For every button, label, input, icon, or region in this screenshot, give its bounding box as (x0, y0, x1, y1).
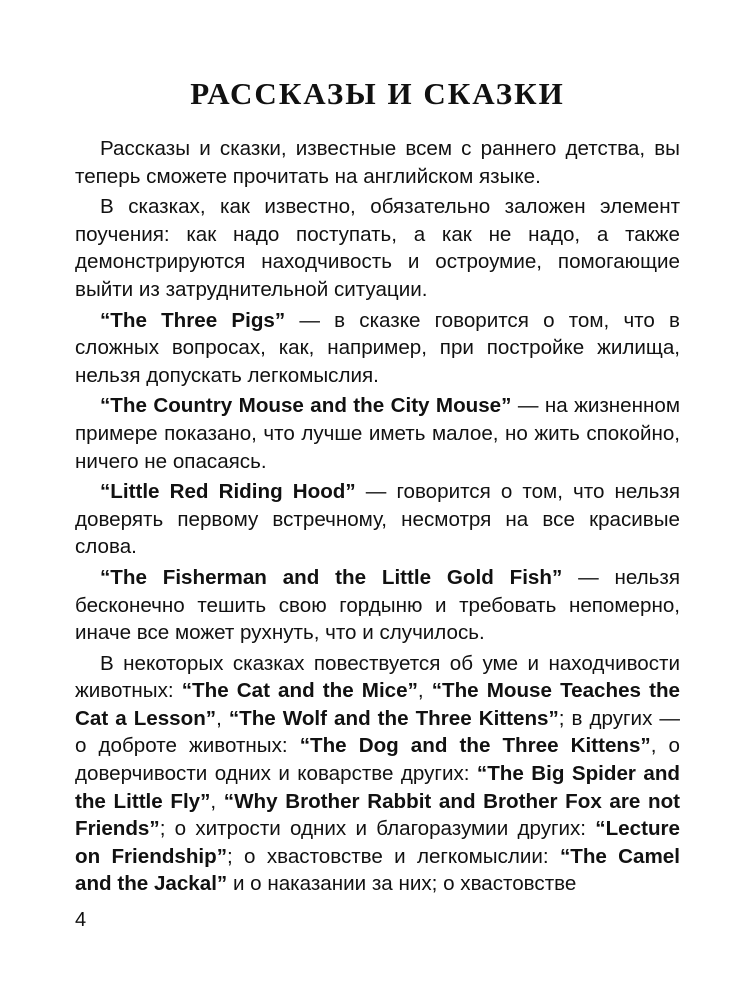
page-content (75, 72, 680, 901)
paragraph (75, 650, 680, 898)
paragraph (75, 193, 680, 303)
story-title: “The Three Pigs” (100, 308, 286, 332)
text-segment: , (417, 679, 432, 703)
text-segment: Рассказы и сказки, известные всем с раннего детства, вы теперь сможете прочитать на английском языке. (75, 137, 680, 188)
story-title: “The Dog and the Three Kittens” (299, 734, 651, 758)
body-text (75, 135, 680, 898)
text-segment: ; в других — о доброте животных: (75, 706, 680, 758)
paragraph (75, 564, 680, 647)
text-segment: ; о хитрости одних и благоразумии других: (159, 817, 596, 841)
paragraph (75, 135, 680, 190)
text-segment: — в сказке говорится о том, что в сложных вопросах, как, например, при постройке жилища, нельзя допускать легкомыслия. (75, 308, 680, 387)
story-title: “The Big Spider and the Little Fly” (75, 762, 680, 813)
text-segment: — нельзя бесконечно тешить свою гордыню и требовать непомерно, иначе все может рухнуть, что и случилось. (75, 565, 680, 645)
story-title: “The Fisherman and the Little Gold Fish” (100, 565, 563, 589)
story-title: “The Country Mouse and the City Mouse” (100, 394, 512, 418)
text-segment: ; о хвастовстве и легкомыслии: (227, 844, 560, 868)
story-title: “The Cat and the Mice” (181, 679, 418, 703)
story-title: “The Mouse Teaches the Cat a Lesson” (75, 679, 680, 730)
text-segment: , (210, 789, 224, 813)
text-segment: и о наказании за них; о хвастовстве (227, 872, 577, 896)
story-title: “Lecture on Friendship” (75, 817, 680, 868)
story-title: “The Camel and the Jackal” (75, 844, 680, 896)
page-number: 4 (75, 909, 87, 931)
text-segment: В сказках, как известно, обязательно заложен элемент поучения: как надо поступать, а как не надо, а также демонстрируются находчивость и остроумие, помогающие выйти из затруднительной ситуации. (75, 195, 680, 301)
story-title: “The Wolf and the Three Kittens” (228, 706, 559, 730)
paragraph (75, 392, 680, 475)
text-segment: , о доверчивости одних и коварстве других: (75, 734, 680, 786)
paragraph (75, 478, 680, 561)
page-title: РАССКАЗЫ И СКАЗКИ (190, 76, 565, 111)
text-segment: — говорится о том, что нельзя доверять первому встречному, несмотря на все красивые слова. (75, 480, 680, 559)
story-title: “Little Red Riding Hood” (100, 480, 356, 504)
story-title: “Why Brother Rabbit and Brother Fox are not Friends” (75, 789, 681, 841)
text-segment: В некоторых сказках повествуется об уме и находчивости животных: (75, 651, 680, 703)
text-segment: — на жизненном примере показано, что лучше иметь малое, но жить спокойно, ничего не опасаясь. (75, 394, 680, 473)
paragraph (75, 307, 680, 390)
text-segment: , (216, 706, 229, 730)
